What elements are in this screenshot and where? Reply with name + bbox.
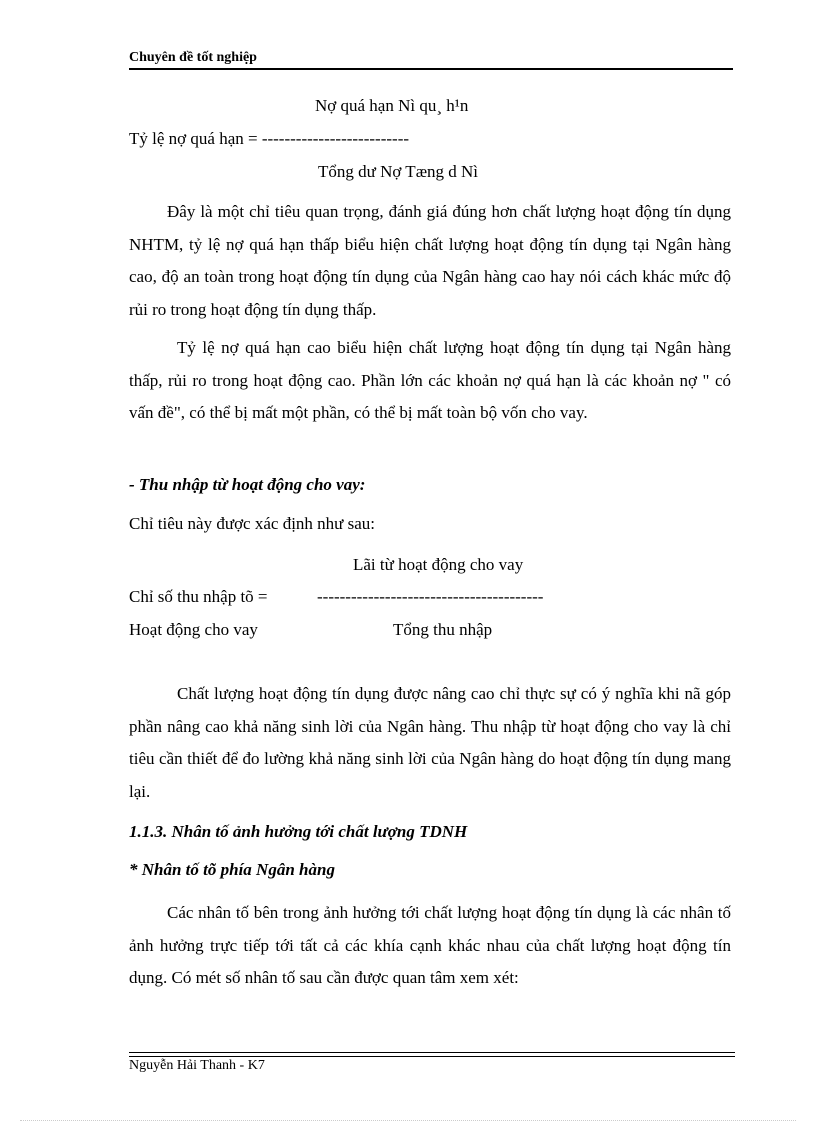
- formula2-lhs2: Hoạt động cho vay: [129, 620, 258, 639]
- paragraph-2: Tỷ lệ nợ quá hạn cao biểu hiện chất lượng hoạt động tín dụng tại Ngân hàng thấp, rủi ro trong hoạt động cao. Phần lớn các khoản nợ quá hạn là các khoản nợ " có vấn đề", có thể bị mất một phần, có thể bị mất toàn bộ vốn cho vay.: [129, 338, 731, 422]
- formula1-numerator: Nợ quá hạn Nì qu¸ h¹n: [315, 96, 469, 115]
- paragraph-4: Các nhân tố bên trong ảnh hưởng tới chất lượng hoạt động tín dụng là các nhân tố ảnh hưởng trực tiếp tới tất cả các khía cạnh khác nhau của chất lượng hoạt động tín dụng. Có mét số nhân tố sau cần được quan tâm xem xét:: [129, 903, 731, 987]
- heading-income: - Thu nhập từ hoạt động cho vay:: [129, 475, 366, 494]
- section-heading: 1.1.3. Nhân tố ảnh hưởng tới chất lượng TDNH: [129, 822, 468, 841]
- page-bottom-dots: [20, 1120, 796, 1121]
- footer-author: Nguyễn Hải Thanh - K7: [129, 1058, 265, 1073]
- formula2-numerator: Lãi từ hoạt động cho vay: [353, 555, 524, 574]
- paragraph-3: Chất lượng hoạt động tín dụng được nâng cao chỉ thực sự có ý nghĩa khi nã góp phần nâng cao khả năng sinh lời của Ngân hàng. Thu nhập từ hoạt động cho vay là chỉ tiêu cần thiết để đo lường khả năng sinh lời của Ngân hàng do hoạt động tín dụng mang lại.: [129, 684, 731, 801]
- paragraph-1: Đây là một chỉ tiêu quan trọng, đánh giá đúng hơn chất lượng hoạt động tín dụng NHTM, tỷ lệ nợ quá hạn thấp biểu hiện chất lượng hoạt động tín dụng tại Ngân hàng cao, độ an toàn trong hoạt động tín dụng của Ngân hàng cao hay nói cách khác mức độ rủi ro trong hoạt động tín dụng thấp.: [129, 202, 731, 319]
- header-rule: [129, 68, 733, 70]
- subheading: * Nhân tố tõ phía Ngân hàng: [129, 860, 335, 879]
- footer-rule-double: [129, 1056, 735, 1057]
- formula1-lhs: Tỷ lệ nợ quá hạn = --------------------------: [129, 129, 410, 148]
- formula2-lhs: Chỉ số thu nhập tõ =: [129, 587, 268, 606]
- footer-rule: [129, 1052, 735, 1053]
- formula2-dashes: ----------------------------------------: [317, 587, 544, 606]
- header-title: Chuyên đề tốt nghiệp: [129, 50, 257, 65]
- income-intro: Chỉ tiêu này được xác định như sau:: [129, 514, 376, 533]
- formula1-denominator: Tổng dư Nợ Tæng d Nì: [318, 162, 479, 181]
- formula2-denominator: Tổng thu nhập: [393, 620, 493, 639]
